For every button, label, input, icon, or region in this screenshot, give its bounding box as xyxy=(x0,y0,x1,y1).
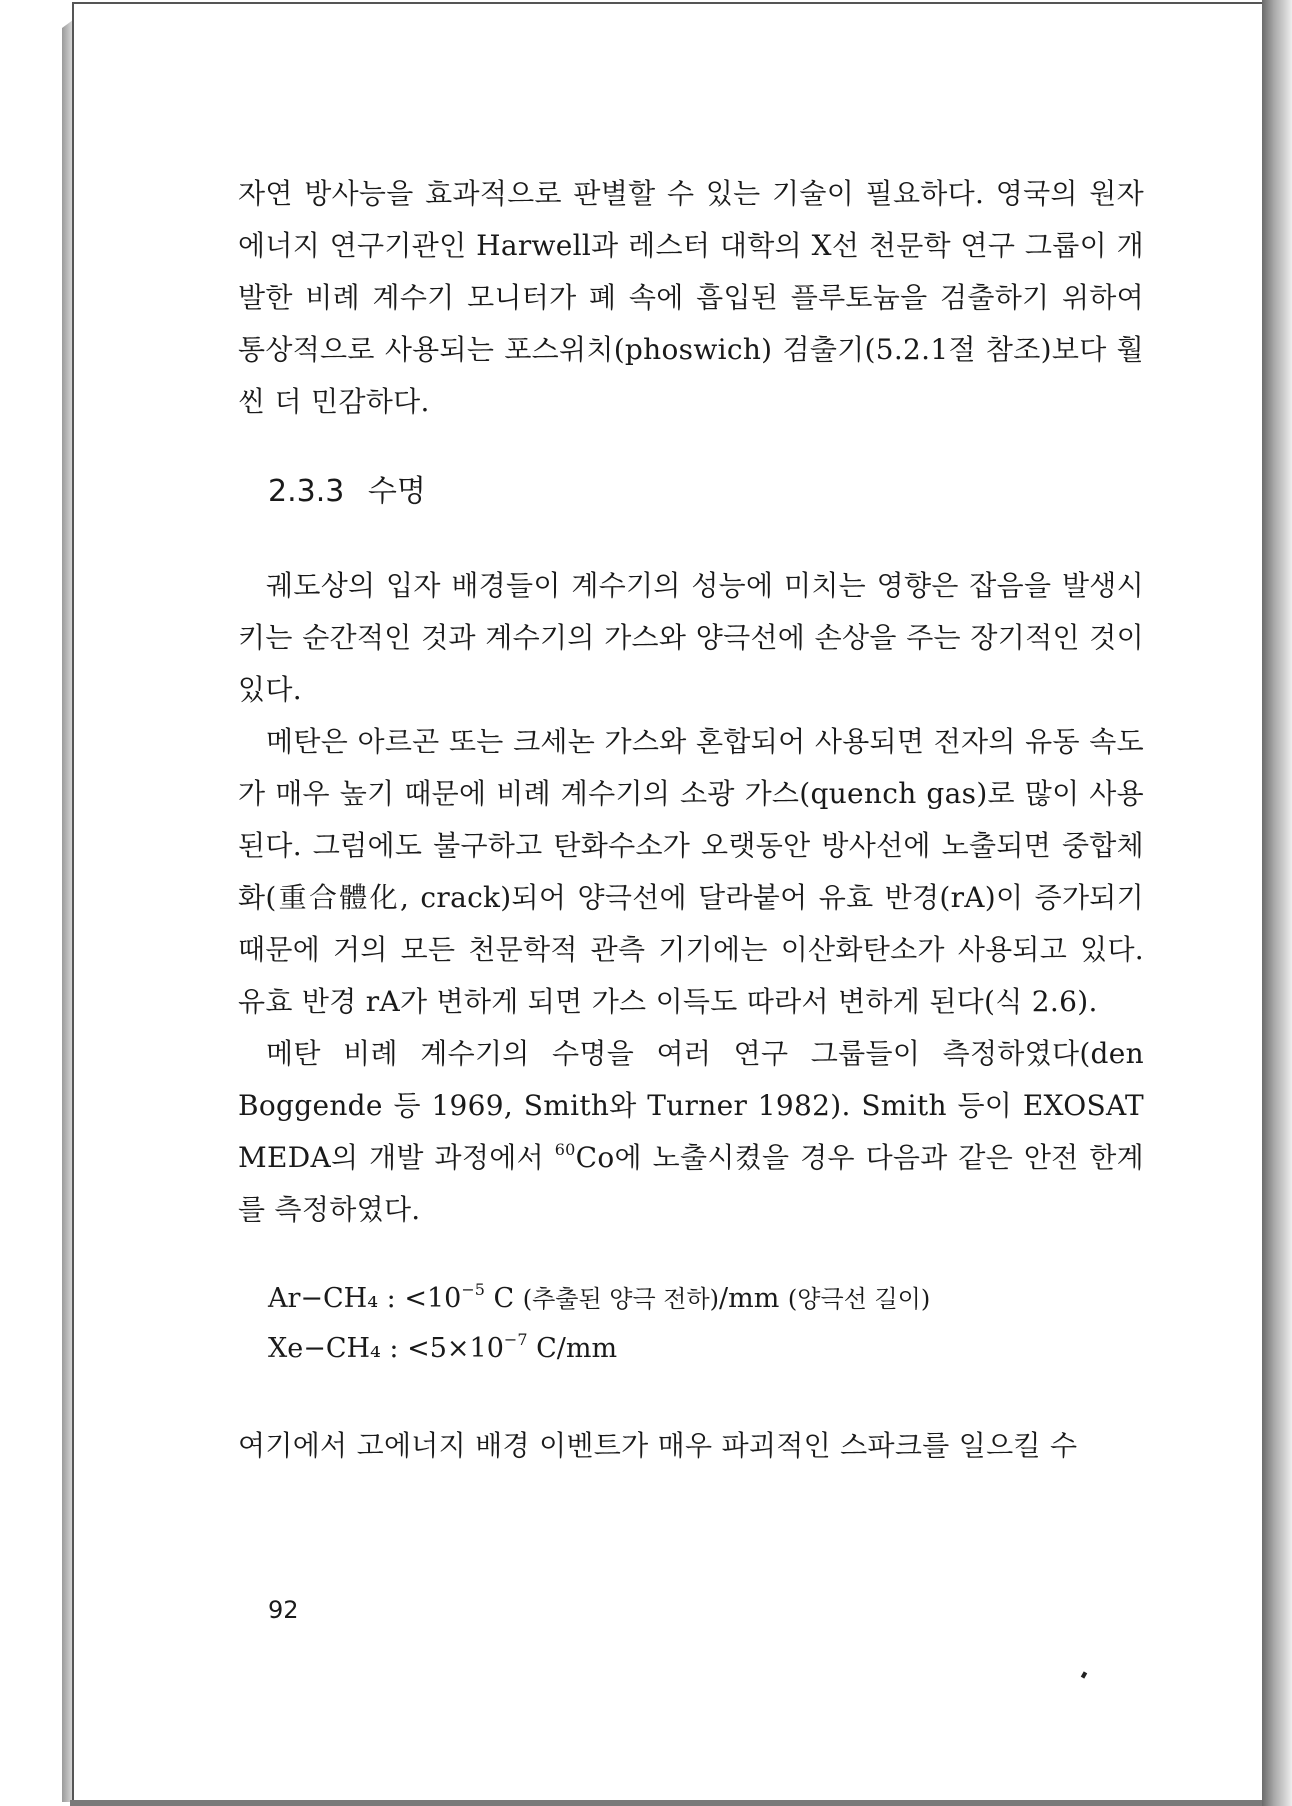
lifetime-text-end: Co에 노출시켰을 경우 다음과 같은 안전 한계를 측정하였다. xyxy=(238,1141,1144,1226)
lifetime-text-start: 메탄 비례 계수기의 수명을 여러 연구 그룹들이 측정하였다(den Boggende 등 1969, Smith와 Turner 1982). Smith 등이 EXOSAT MEDA의 개발 과정에서 xyxy=(238,1037,1144,1174)
safety-limit-formulas xyxy=(268,1274,1144,1374)
formula-ar-lhs: Ar−CH₄ : <10 xyxy=(268,1283,462,1314)
paragraph-spark-continuation: 여기에서 고에너지 배경 이벤트가 매우 파괴적인 스파크를 일으킬 수 xyxy=(238,1429,1078,1462)
formula-xe-unit: C/mm xyxy=(527,1333,618,1364)
formula-ar-unit-charge: C xyxy=(484,1283,523,1314)
paragraph-orbital-background: 궤도상의 입자 배경들이 계수기의 성능에 미치는 영향은 잡음을 발생시키는 순간적인 것과 계수기의 가스와 양극선에 손상을 주는 장기적인 것이 있다. xyxy=(238,569,1144,706)
section-number: 2.3.3 xyxy=(268,474,345,509)
paragraph-methane-quench: 메탄은 아르곤 또는 크세논 가스와 혼합되어 사용되면 전자의 유동 속도가 매우 높기 때문에 비례 계수기의 소광 가스(quench gas)로 많이 사용된다. 그럼에도 불구하고 탄화수소가 오랫동안 방사선에 노출되면 중합체화(重合體化, crack)되어 양극선에 달라붙어 유효 반경(rA)이 증가되기 때문에 거의 모든 천문학적 관측 기기에는 이산화탄소가 사용되고 있다. 유효 반경 rA가 변하게 되면 가스 이득도 따라서 변하게 된다(식 2.6). xyxy=(238,725,1144,1018)
formula-xe-ch4 xyxy=(268,1324,1144,1374)
section-title: 수명 xyxy=(367,474,426,509)
section-heading xyxy=(268,468,1144,516)
page-number: 92 xyxy=(268,1596,299,1624)
formula-xe-exponent: −7 xyxy=(503,1330,528,1349)
paragraph-lifetime-measurement xyxy=(238,1028,1144,1236)
formula-xe-lhs: Xe−CH₄ : <5×10 xyxy=(268,1333,504,1364)
page-shadow-right xyxy=(1262,0,1292,1806)
formula-ar-exponent: −5 xyxy=(461,1280,485,1299)
formula-ar-note-length: (양극선 길이) xyxy=(787,1285,931,1313)
formula-ar-ch4 xyxy=(268,1274,1144,1324)
formula-ar-note-charge: (추출된 양극 전하) xyxy=(522,1285,720,1313)
isotope-mass-number: 60 xyxy=(554,1140,576,1159)
page-body xyxy=(238,168,1144,1472)
page-shadow-bottom xyxy=(70,1800,1262,1806)
paragraph-natural-radioactivity: 자연 방사능을 효과적으로 판별할 수 있는 기술이 필요하다. 영국의 원자 에너지 연구기관인 Harwell과 레스터 대학의 X선 천문학 연구 그룹이 개발한 비례 계수기 모니터가 폐 속에 흡입된 플루토늄을 검출하기 위하여 통상적으로 사용되는 포스위치(phoswich) 검출기(5.2.1절 참조)보다 훨씬 더 민감하다. xyxy=(238,177,1144,418)
formula-ar-unit-length: /mm xyxy=(719,1283,788,1314)
